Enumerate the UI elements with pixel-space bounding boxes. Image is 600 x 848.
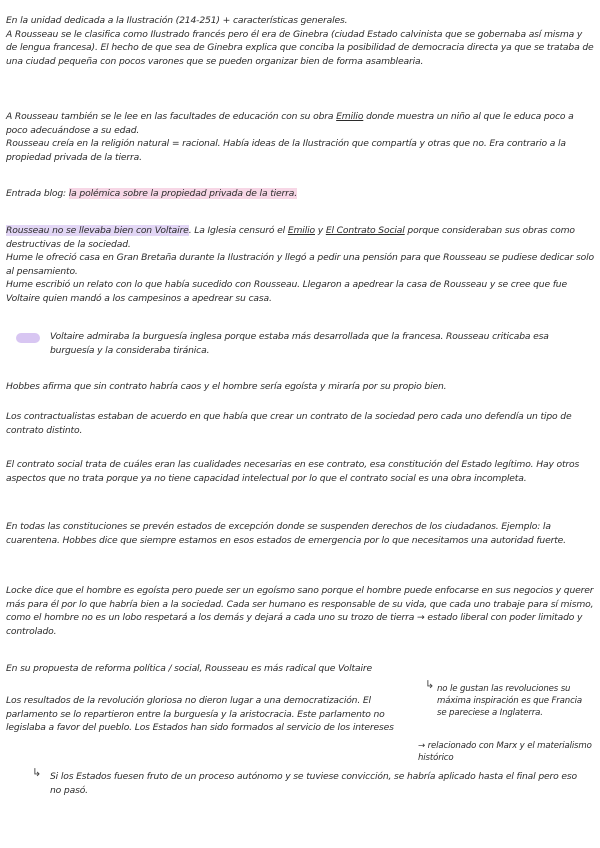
- blog-prefix: Entrada blog:: [6, 188, 69, 199]
- blog-highlight: la polémica sobre la propiedad privada de la tierra.: [68, 188, 298, 199]
- burguesia-text: Voltaire admiraba la burguesía inglesa porque estaba más desarrollada que la francesa. Rousseau criticaba esa burguesía y la consideraba tiránica.: [50, 331, 549, 356]
- gloriosa-text: Los resultados de la revolución gloriosa no dieron lugar a una democratización. El parlamento se lo repartieron entre la burguesía y la aristocracia. Este parlamento no legislaba a favor del pueblo. Los Estados han sido formados al servicio de los intereses: [6, 695, 394, 733]
- propuesta-paragraph: [6, 662, 594, 676]
- intro-line: En la unidad dedicada a la Ilustración (214-251) + características generales.: [6, 15, 348, 26]
- hobbes-paragraph: [6, 380, 594, 394]
- contrato-social-paragraph: [6, 458, 594, 485]
- burguesia-paragraph: [50, 330, 590, 357]
- arrow-hook: ↳: [425, 678, 435, 691]
- marx-note-text: → relacionado con Marx y el materialismo histórico: [418, 741, 592, 763]
- locke-text: Locke dice que el hombre es egoísta pero puede ser un egoísmo sano porque el hombre puede enfocarse en sus negocios y querer más para él por lo que habría bien a la sociedad. Cada ser humano es responsable de su vida, que cada uno trabaje para sí mismo, como el hombre no es un lobo respetará a los demás y dejará a cada uno su trozo de tierra → estado liberal con poder limitado y controlado.: [6, 585, 594, 637]
- locke-paragraph: [6, 584, 594, 638]
- bullet-marker: [16, 333, 40, 343]
- final-paragraph: [50, 770, 590, 797]
- education-text-end: donde muestra un niño al que le educa poco a poco adecuándose a su edad.: [6, 111, 574, 136]
- contrato-social-text: El contrato social trata de cuáles eran las cualidades necesarias en ese contrato, esa constitución del Estado legítimo. Hay otros aspectos que no trata porque ya no tiene capacidad intelectual por lo que el contrato social es una obra incompleta.: [6, 459, 580, 484]
- education-paragraph: [6, 110, 594, 164]
- intro-paragraph: [6, 14, 594, 68]
- propuesta-text: En su propuesta de reforma política / social, Rousseau es más radical que Voltaire: [6, 663, 372, 674]
- religion-text: Rousseau creía en la religión natural = racional. Había ideas de la Ilustración que compartía y otras que no. Era contrario a la propiedad privada de la tierra.: [6, 138, 566, 163]
- gloriosa-paragraph: [6, 694, 416, 735]
- emilio-title-2: Emilio: [287, 225, 315, 236]
- constituciones-text: En todas las constituciones se prevén estados de excepción donde se suspenden derechos de los ciudadanos. Ejemplo: la cuarentena. Hobbes dice que siempre estamos en esos estados de emergencia por lo que necesitamos una autoridad fuerte.: [6, 521, 566, 546]
- voltaire-paragraph: [6, 224, 594, 305]
- hume-relato-text: Hume escribió un relato con lo que había sucedido con Rousseau. Llegaron a apedrear la casa de Rousseau y se cree que fue Voltaire quien mandó a los campesinos a apedrear su casa.: [6, 279, 567, 304]
- contractualistas-text: Los contractualistas estaban de acuerdo en que había que crear un contrato de la sociedad pero cada uno defendía un tipo de contrato distinto.: [6, 411, 572, 436]
- censura-text-end: porque consideraban sus obras como destructivas de la sociedad.: [6, 225, 575, 250]
- arrow-hook-2: ↳: [32, 766, 42, 779]
- education-text: A Rousseau también se le lee en las facultades de educación con su obra: [6, 111, 337, 122]
- final-text: Si los Estados fuesen fruto de un proceso autónomo y se tuviese convicción, se habría aplicado hasta el final pero eso no pasó.: [50, 771, 577, 796]
- blog-entry: [6, 187, 594, 201]
- constituciones-paragraph: [6, 520, 594, 547]
- and-text: y: [314, 225, 326, 236]
- voltaire-highlight: Rousseau no se llevaba bien con Voltaire: [6, 225, 189, 236]
- marx-note: [418, 740, 593, 764]
- emilio-title: Emilio: [336, 111, 364, 122]
- revoluciones-note: [437, 683, 592, 719]
- revoluciones-note-text: no le gustan las revoluciones su máxima inspiración es que Francia se pareciese a Inglaterra.: [437, 684, 583, 718]
- contrato-social-title: El Contrato Social: [325, 225, 405, 236]
- ginebra-text: A Rousseau se le clasifica como Ilustrado francés pero él era de Ginebra (ciudad Estado calvinista que se gobernaba así misma y de lengua francesa). El hecho de que sea de Ginebra explica que conciba la posibilidad de democracia directa ya que se trataba de una ciudad pequeña con pocos varones que se pueden organizar bien de forma asamblearia.: [6, 28, 594, 67]
- contractualistas-paragraph: [6, 410, 594, 437]
- hume-text: Hume le ofreció casa en Gran Bretaña durante la Ilustración y llegó a pedir una pensión para que Rousseau se pudiese dedicar solo al pensamiento.: [6, 252, 594, 277]
- hobbes-text: Hobbes afirma que sin contrato habría caos y el hombre sería egoísta y miraría por su propio bien.: [6, 381, 447, 392]
- censura-text: . La Iglesia censuró el: [188, 225, 288, 236]
